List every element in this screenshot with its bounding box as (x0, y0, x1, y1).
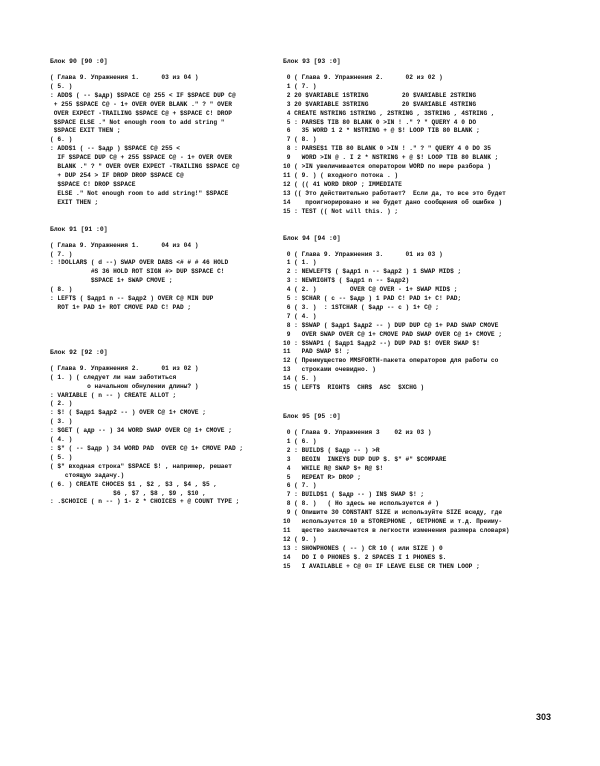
code-line: 13 (( Это действительно работает? Если да, то все это будет (283, 189, 506, 197)
code-line: ( 1. ) ( следует ли нам заботиться (50, 373, 177, 381)
code-line: ( 8. ) (50, 286, 73, 294)
code-line: : .$CHOICE ( n -- ) 1- 2 * CHOICES + @ COUNT TYPE ; (50, 498, 240, 506)
code-line: 4 CREATE NSTRING 1STRING , 2STRING , 3STRING , 4STRING , (283, 109, 495, 117)
code-line: 8 : PARSE$1 TIB 80 BLANK 0 >IN ! ." ? " QUERY 4 0 DO 35 (283, 145, 491, 153)
code-line: 9 WORD >IN @ . I 2 * NSTRING + @ $! LOOP TIB 80 BLANK ; (283, 154, 499, 162)
code-line: 10 используется 10 в STOREPHONE , GETPHONE и т.д. Преиму- (283, 518, 503, 526)
block-title: Блок 90 [90 :0] (50, 58, 108, 65)
code-line: о начальном обнулении длины? ) (50, 382, 199, 390)
code-line: : VARIABLE ( n -- ) CREATE ALLOT ; (50, 391, 177, 399)
code-line: 7 ( 4. ) (283, 312, 317, 320)
block-title: Блок 93 [93 :0] (283, 58, 341, 65)
code-line: ( 6. ) CREATE CHOCES $1 , $2 , $3 , $4 , $5 , (50, 480, 218, 488)
code-line: 6 ( 3. ) : 1STCHAR ( $адр -- c ) 1+ C@ ; (283, 303, 439, 311)
code-line: 10 : $SWAP1 ( $адр1 $адр2 --) DUP PAD $! OVER SWAP $! (283, 339, 480, 347)
code-line: $6 , $7 , $8 , $9 , $10 , (50, 489, 206, 497)
code-line: 8 ( 8. ) ( Но здесь не используется # ) (283, 500, 439, 508)
code-line: 6 35 WORD 1 2 * NSTRING + @ $! LOOP TIB 80 BLANK ; (283, 127, 480, 135)
code-line: ( Глава 9. Упражнения 1. 04 из 04 ) (50, 241, 199, 249)
code-line: 14 ( 5. ) (283, 375, 317, 383)
code-line: 1 ( 6. ) (283, 437, 317, 445)
code-line: 8 : $SWAP ( $адр1 $адр2 -- ) DUP DUP C@ 1+ PAD SWAP CMOVE (283, 321, 499, 329)
code-line: 5 : $CHAR ( c -- $адр ) 1 PAD C! PAD 1+ C! PAD; (283, 295, 462, 303)
code-line: ( $" входная строка" $SPACE $! , например, решает (50, 462, 232, 470)
code-line: : $" ( -- $адр ) 34 WORD PAD OVER C@ 1+ CMOVE PAD ; (50, 445, 244, 452)
code-line: ( 7. ) (50, 250, 73, 258)
code-line: 1 ( 7. ) (283, 82, 317, 90)
code-block (50, 226, 286, 313)
code-line: 12 ( 9. ) (283, 535, 317, 543)
code-line: 13 строками очевидно. ) (283, 366, 376, 374)
code-block (50, 58, 286, 208)
code-line: + 255 $SPACE C@ - 1+ OVER OVER BLANK ." ? " OVER (50, 100, 232, 108)
code-line: 14 проигнорировано и не будет дано сообщения об ошибке ) (283, 198, 503, 206)
code-block (50, 349, 286, 508)
code-line: 2 : BUILD$ ( $адр -- ) >R (283, 446, 380, 454)
code-line: 3 BEGIN INKEY$ DUP DUP $. $" #" $COMPARE (283, 455, 447, 463)
code-line: $SPACE C! DROP $SPACE (50, 180, 136, 188)
code-line: 15 : TEST (( Not will this. ) ; (283, 207, 399, 215)
code-line: ( 3. ) (50, 418, 73, 426)
code-line: $SPACE ELSE ." Not enough room to add string " (50, 118, 225, 126)
code-line: : !DOLLAR$ ( d --) SWAP OVER DABS <# # # 46 HOLD (50, 259, 229, 267)
right-column (283, 58, 583, 590)
code-line: EXIT THEN ; (50, 198, 99, 206)
code-line: 11 ( 9. ) ( входного потока . ) (283, 171, 399, 179)
code-line: 4 WHILE R@ SWAP $+ R@ $! (283, 464, 384, 472)
code-line: : ADD$ ( -- $адр) $SPACE C@ 255 < IF $SPACE DUP C@ (50, 91, 236, 99)
code-line: 2 20 $VARIABLE 1STRING 20 $VARIABLE 2STRING (283, 91, 477, 99)
left-column (50, 58, 286, 525)
code-block (283, 413, 583, 572)
code-line: ( 5. ) (50, 453, 73, 461)
block-title: Блок 91 [91 :0] (50, 225, 108, 233)
code-line: 4 ( 2. ) OVER C@ OVER - 1+ SWAP MID$ ; (283, 286, 458, 294)
code-line: 12 ( (( 41 WORD DROP ; IMMEDIATE (283, 180, 402, 188)
block-title: Блок 94 [94 :0] (283, 234, 341, 242)
code-line: #S 36 HOLD ROT SIGN #> DUP $SPACE C! (50, 268, 225, 276)
code-line: 5 REPEAT R> DROP ; (283, 473, 361, 481)
code-line: 1 ( 1. ) (283, 259, 317, 267)
code-line: ( 4. ) (50, 436, 73, 444)
code-line: 0 ( Глава 9. Упражнения 2. 02 из 02 ) (283, 74, 443, 81)
code-block (283, 235, 583, 394)
code-line: : $GET ( адр -- ) 34 WORD SWAP OVER C@ 1+ CMOVE ; (50, 427, 232, 435)
code-line: ELSE ." Not enough room to add string!" $SPACE (50, 189, 229, 197)
code-line: 11 щество заключается в легкости изменения размера словаря) (283, 526, 510, 534)
code-line: 10 ( >IN увеличивается оператором WORD по мере разбора ) (283, 163, 491, 171)
code-line: $SPACE EXIT THEN ; (50, 127, 121, 135)
code-line: 13 : SHOWPHONES ( -- ) CR 10 ( или SIZE ) 0 (283, 544, 443, 552)
code-line: ( Глава 9. Упражнения 1. 03 из 04 ) (50, 74, 199, 81)
block-title: Блок 92 [92 :0] (50, 348, 108, 356)
code-line: 2 : NEWLEFT$ ( $адр1 n -- $адр2 ) 1 SWAP MID$ ; (283, 268, 462, 276)
code-line: 0 ( Глава 9. Упражнения 3 02 из 03 ) (283, 429, 432, 436)
code-line: 15 I AVAILABLE + C@ 0= IF LEAVE ELSE CR THEN LOOP ; (283, 562, 480, 570)
code-line: 7 ( 8. ) (283, 136, 317, 144)
code-line: : $! ( $адр1 $адр2 -- ) OVER C@ 1+ CMOVE ; (50, 409, 206, 417)
code-line: 11 PAD SWAP $! ; (283, 348, 350, 356)
code-line: : LEFT$ ( $адр1 n -- $адр2 ) OVER C@ MIN DUP (50, 295, 214, 303)
code-line: 14 DO I 0 PHONES $. 2 SPACES I 1 PHONES $. (283, 553, 447, 561)
code-line: 6 ( 7. ) (283, 482, 317, 490)
code-line: ( 6. ) (50, 136, 73, 144)
code-line: стоящую задачу.) (50, 471, 125, 479)
code-line: 0 ( Глава 9. Упражнения 3. 01 из 03 ) (283, 250, 443, 258)
code-line: 7 : BUILD$1 ( $адр -- ) IN$ SWAP $! ; (283, 491, 425, 499)
code-line: 12 ( Преимущество MMSFORTH-пакета операторов для работы со (283, 357, 499, 365)
code-line: $SPACE 1+ SWAP CMOVE ; (50, 277, 173, 285)
code-line: 3 : NEWRIGHT$ ( $адр1 n -- $адр2) (283, 277, 410, 285)
code-line: 3 20 $VARIABLE 3STRING 20 $VARIABLE 4STRING (283, 100, 477, 108)
code-line: ( 2. ) (50, 400, 73, 408)
code-line: ( 5. ) (50, 82, 73, 90)
code-line: + DUP 254 > IF DROP DROP $SPACE C@ (50, 171, 184, 179)
block-title: Блок 95 [95 :0] (283, 413, 341, 420)
code-line: 15 ( LEFT$ RIGHT$ CHR$ ASC $XCHG ) (283, 384, 425, 392)
code-line: : ADD$1 ( -- $адр ) $SPACE C@ 255 < (50, 145, 180, 153)
code-line: ROT 1+ PAD 1+ ROT CMOVE PAD C! PAD ; (50, 303, 192, 311)
code-line: 5 : PARSE$ TIB 80 BLANK 0 >IN ! ." ? " QUERY 4 0 DO (283, 118, 477, 126)
code-block (283, 58, 583, 217)
code-line: 9 OVER SWAP OVER C@ 1+ CMOVE PAD SWAP OVER C@ 1+ CMOVE ; (283, 330, 503, 338)
code-line: ( Глава 9. Упражнения 2. 01 из 02 ) (50, 364, 199, 372)
page-number: 303 (536, 712, 552, 722)
code-line: OVER EXPECT -TRAILING $SPACE C@ + $SPACE C! DROP (50, 109, 232, 117)
code-line: BLANK ." ? " OVER OVER EXPECT -TRAILING $SPACE C@ (50, 163, 240, 171)
code-line: 9 ( Опишите 30 CONSTANT SIZE и используйте SIZE всюду, где (283, 509, 503, 517)
code-line: IF $SPACE DUP C@ + 255 $SPACE C@ - 1+ OVER OVER (50, 154, 232, 162)
